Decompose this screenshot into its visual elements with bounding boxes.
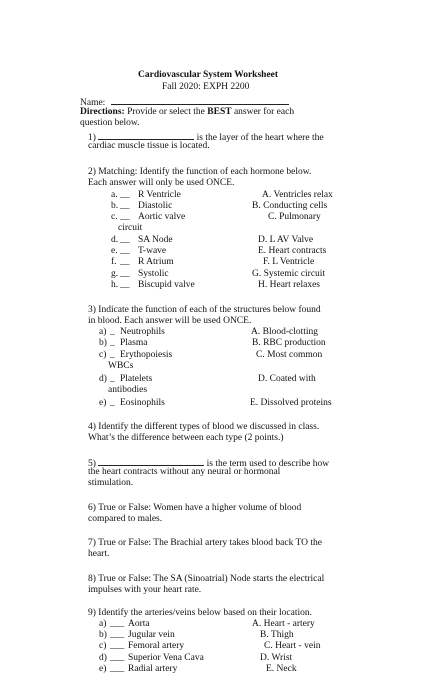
q6-line-2: compared to males. <box>88 514 163 524</box>
q8-line-2: impulses with your heart rate. <box>88 585 202 595</box>
matching-option: B. RBC production <box>252 338 326 348</box>
item-letter: a) <box>99 619 107 629</box>
item-letter: e) <box>99 664 107 674</box>
worksheet-title: Cardiovascular System Worksheet <box>138 70 279 80</box>
directions-line-2: question below. <box>80 118 140 128</box>
q5-answer-blank[interactable] <box>98 456 204 466</box>
q6-line-1: 6) True or False: Women have a higher volume of blood <box>88 503 302 513</box>
matching-option: H. Heart relaxes <box>258 280 320 290</box>
answer-blank[interactable]: ___ <box>110 619 125 629</box>
q1-text: is the layer of the heart where the <box>194 133 324 143</box>
matching-option: A. Heart - artery <box>252 619 315 629</box>
answer-blank[interactable]: ___ <box>110 630 125 640</box>
item-letter: b. <box>111 201 119 211</box>
item-letter: d) <box>99 653 107 663</box>
item-letter: d. <box>111 235 119 245</box>
answer-blank[interactable]: __ <box>120 212 130 222</box>
item-letter: b) <box>99 630 107 640</box>
answer-blank[interactable]: _ <box>110 338 115 348</box>
matching-option: G. Systemic circuit <box>252 269 326 279</box>
matching-option: A. Blood-clotting <box>251 327 319 337</box>
q7-line-1: 7) True or False: The Brachial artery takes blood back TO the <box>88 538 323 548</box>
item-label: Superior Vena Cava <box>128 653 204 663</box>
answer-blank[interactable]: _ <box>110 398 115 408</box>
matching-option: E. Dissolved proteins <box>250 398 332 408</box>
name-label: Name: <box>80 98 106 108</box>
matching-option: D. L AV Valve <box>258 235 314 245</box>
q8-line-1: 8) True or False: The SA (Sinoatrial) Node starts the electrical <box>88 574 325 584</box>
q1-number: 1) <box>88 133 96 143</box>
item-label: T-wave <box>138 246 167 256</box>
matching-option: F. L Ventricle <box>263 257 315 267</box>
q3-intro-1: 3) Indicate the function of each of the structures below found <box>88 305 321 315</box>
item-label: Eosinophils <box>120 398 165 408</box>
answer-blank[interactable]: ___ <box>110 641 125 651</box>
directions-best: BEST <box>207 107 232 117</box>
matching-option: E. Heart contracts <box>258 246 327 256</box>
directions-text-before: Provide or select the <box>124 107 208 117</box>
item-label: R Ventricle <box>138 190 181 200</box>
item-label: WBCs <box>108 361 134 371</box>
item-label: Radial artery <box>128 664 178 674</box>
matching-option: A. Ventricles relax <box>262 190 333 200</box>
item-letter: d) <box>99 374 107 384</box>
q1-answer-blank[interactable] <box>98 130 194 140</box>
item-label: Jugular vein <box>128 630 175 640</box>
item-label: Biscupid valve <box>138 280 195 290</box>
worksheet-subtitle: Fall 2020: EXPH 2200 <box>162 82 250 92</box>
answer-blank[interactable]: __ <box>120 257 130 267</box>
matching-option: C. Most common <box>256 350 323 360</box>
item-label: antibodies <box>108 385 148 395</box>
answer-blank[interactable]: ___ <box>110 664 125 674</box>
matching-option: D. Wrist <box>260 653 293 663</box>
q5-line-3: stimulation. <box>88 478 134 488</box>
matching-option: C. Pulmonary <box>268 212 321 222</box>
item-letter: g. <box>111 269 119 279</box>
answer-blank[interactable]: _ <box>110 374 115 384</box>
directions-line-1 <box>80 107 294 118</box>
q2-intro-2: Each answer will only be used ONCE. <box>88 178 235 188</box>
item-letter: c. <box>111 212 118 222</box>
directions-text-after: answer for each <box>231 107 295 117</box>
q1-line-2: cardiac muscle tissue is located. <box>88 141 210 151</box>
q3-intro-2: in blood. Each answer will be used ONCE. <box>88 316 252 326</box>
item-label: Aorta <box>128 619 150 629</box>
q5-line-2: the heart contracts without any neural or hormonal <box>88 467 281 477</box>
matching-option: D. Coated with <box>258 374 316 384</box>
q9-intro: 9) Identify the arteries/veins below based on their location. <box>88 608 312 618</box>
item-letter: f. <box>111 257 117 267</box>
item-letter: c) <box>99 641 107 651</box>
answer-blank[interactable]: _ <box>110 327 115 337</box>
item-label: Femoral artery <box>128 641 185 651</box>
answer-blank[interactable]: _ <box>110 350 115 360</box>
item-label: Aortic valve <box>138 212 186 222</box>
matching-option: B. Thigh <box>260 630 294 640</box>
answer-blank[interactable]: __ <box>120 246 130 256</box>
item-letter: h. <box>111 280 119 290</box>
item-letter: a. <box>111 190 118 200</box>
q4-line-2: What’s the difference between each type (2 points.) <box>88 433 284 443</box>
item-letter: e) <box>99 398 107 408</box>
item-letter: e. <box>111 246 118 256</box>
q5-number: 5) <box>88 459 96 469</box>
q5-text: is the term used to describe how <box>204 459 330 469</box>
matching-option: E. Neck <box>266 664 297 674</box>
item-letter: b) <box>99 338 107 348</box>
item-label: Erythopoiesis <box>120 350 173 360</box>
answer-blank[interactable]: __ <box>120 190 130 200</box>
matching-option: C. Heart - vein <box>264 641 321 651</box>
item-label: Neutrophils <box>120 327 165 337</box>
item-label: Platelets <box>120 374 153 384</box>
item-label: circuit <box>118 223 143 233</box>
matching-option: B. Conducting cells <box>252 201 328 211</box>
q4-line-1: 4) Identify the different types of blood we discussed in class. <box>88 422 320 432</box>
item-label: Diastolic <box>138 201 173 211</box>
answer-blank[interactable]: __ <box>120 235 130 245</box>
item-letter: a) <box>99 327 107 337</box>
item-label: SA Node <box>138 235 173 245</box>
directions-label: Directions: <box>80 107 125 117</box>
answer-blank[interactable]: __ <box>120 280 130 290</box>
q2-intro-1: 2) Matching: Identify the function of each hormone below. <box>88 167 312 177</box>
item-letter: c) <box>99 350 107 360</box>
answer-blank[interactable]: ___ <box>110 653 125 663</box>
item-label: Systolic <box>138 269 169 279</box>
answer-blank[interactable]: __ <box>120 269 130 279</box>
name-field[interactable] <box>111 95 289 105</box>
answer-blank[interactable]: __ <box>120 201 130 211</box>
item-label: Plasma <box>120 338 148 348</box>
q7-line-2: heart. <box>88 549 110 559</box>
item-label: R Atrium <box>138 257 174 267</box>
